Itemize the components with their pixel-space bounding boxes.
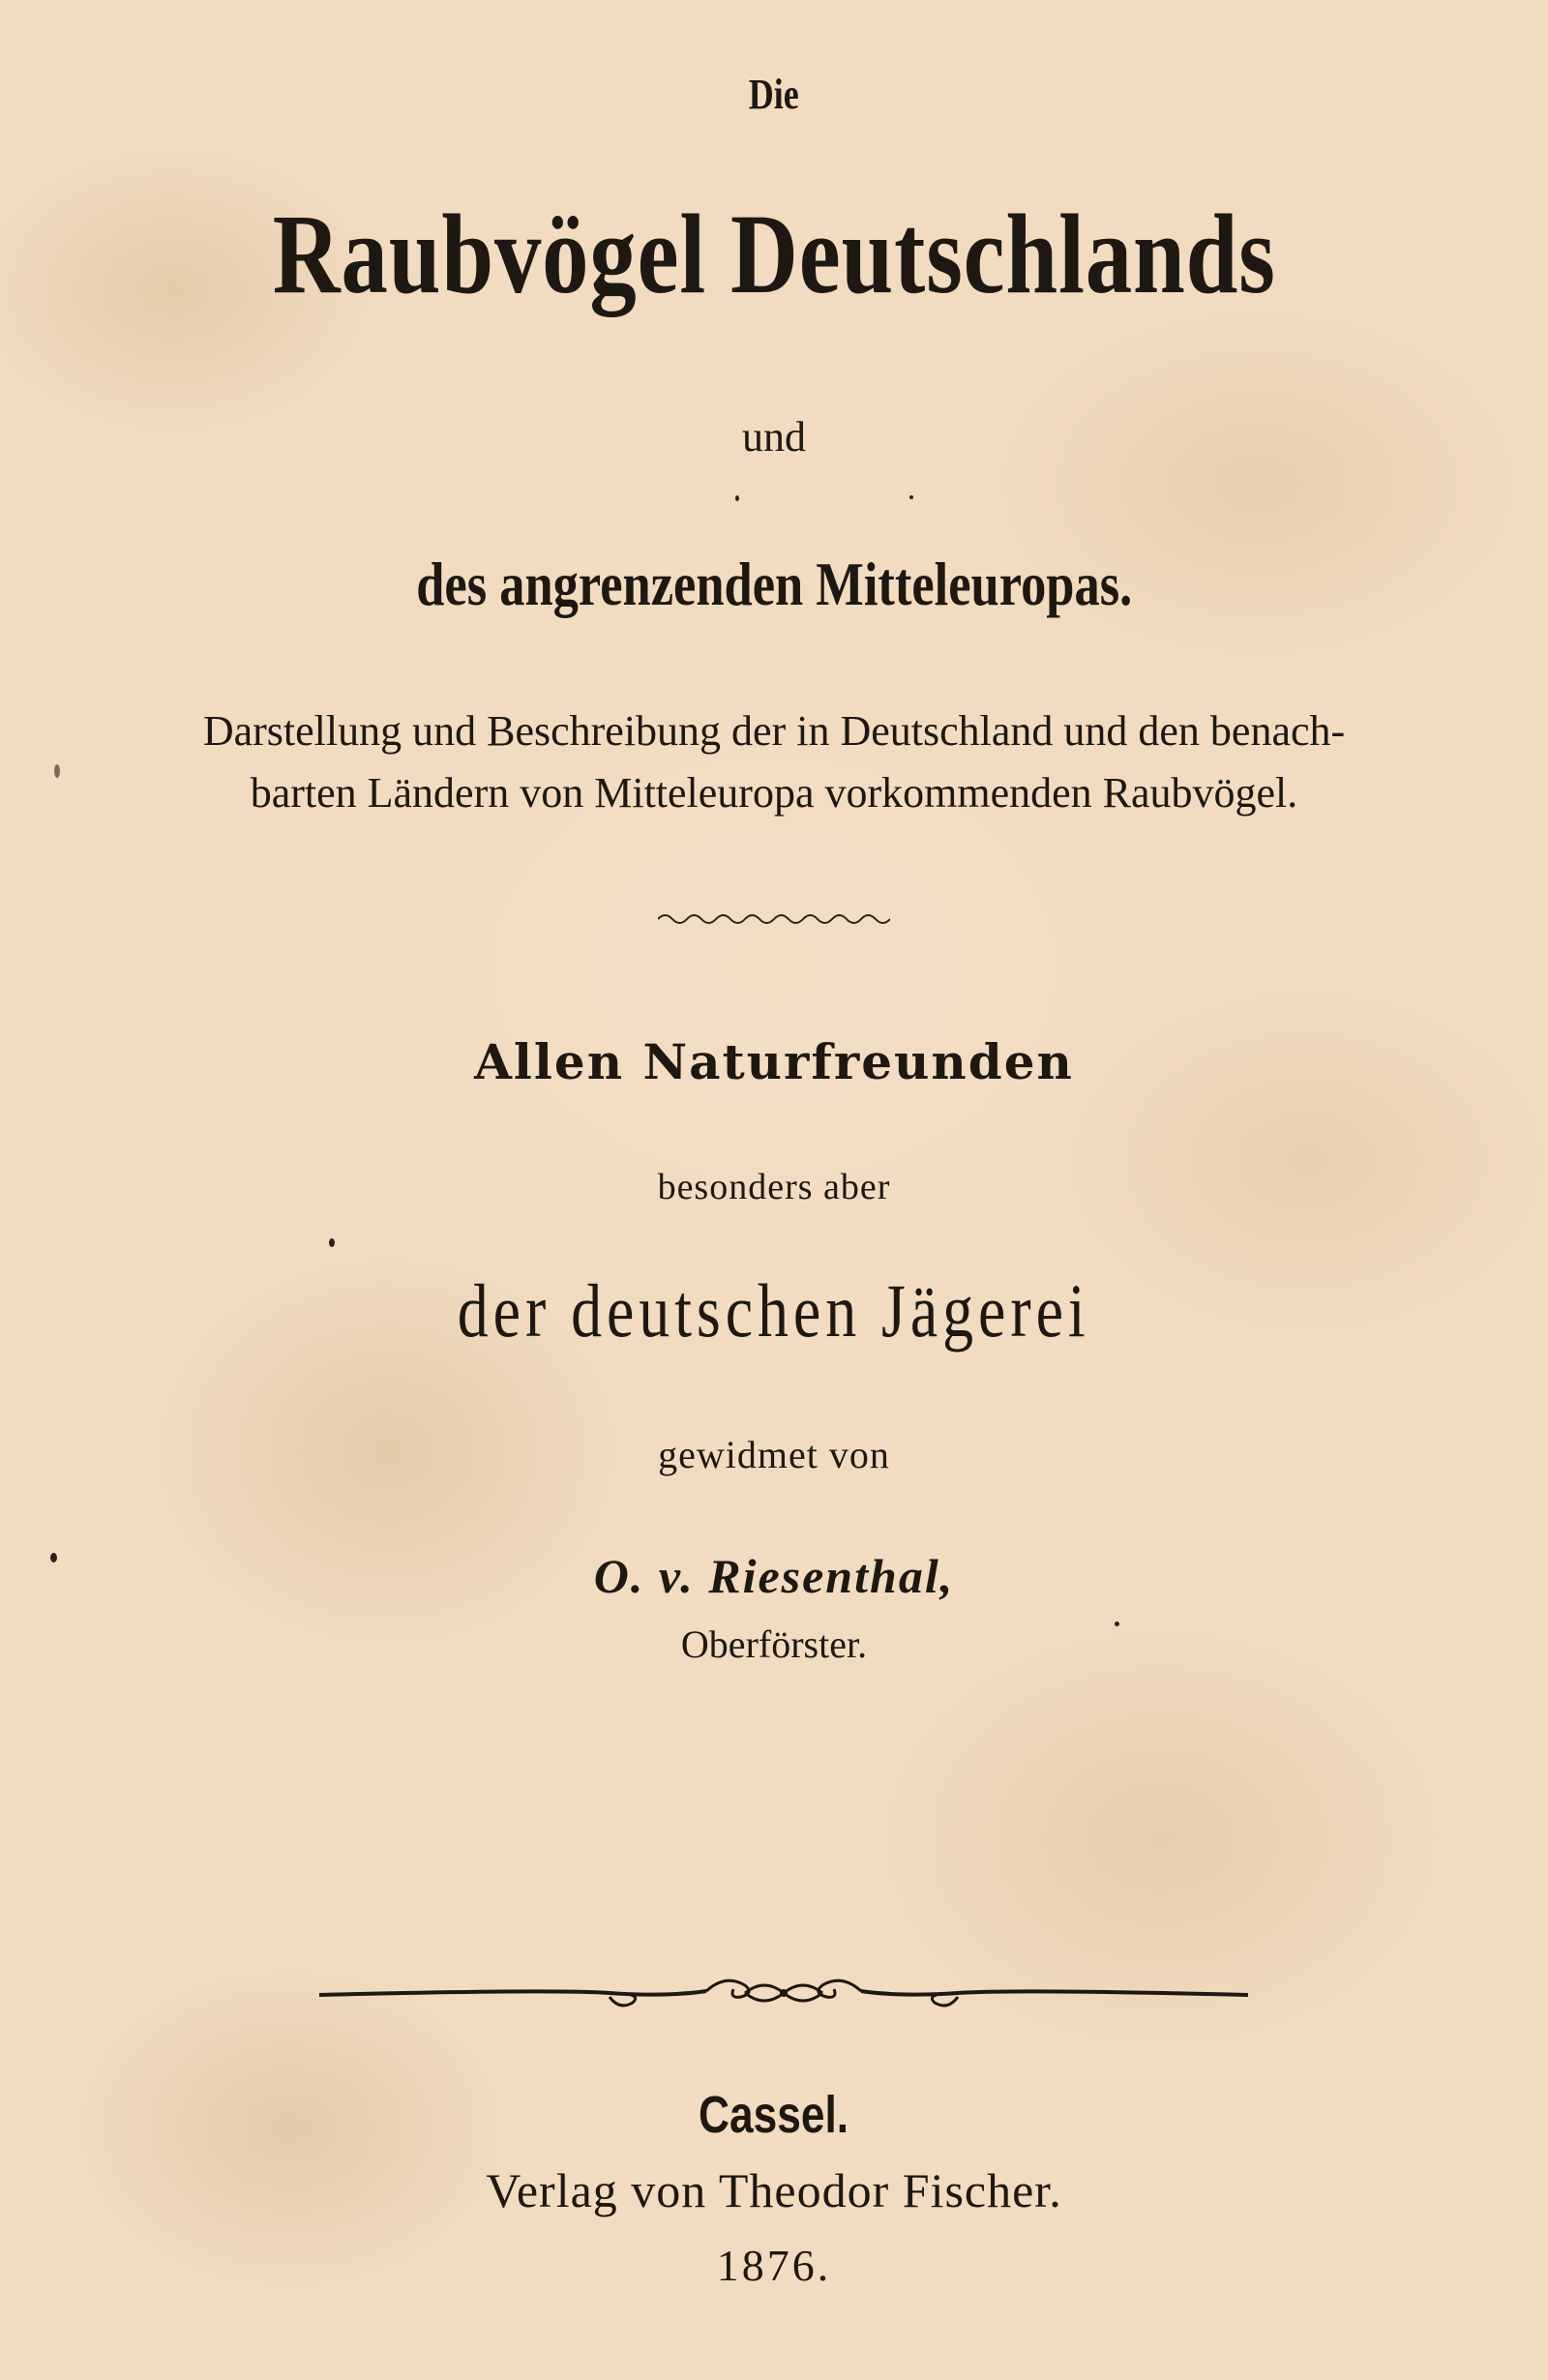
subtitle-text: des angrenzenden Mitteleuropas. — [415, 550, 1133, 618]
publication-place — [0, 2085, 1548, 2145]
publisher-text: Verlag von Theodor Fischer. — [486, 2163, 1062, 2217]
description-line-1-text: Darstellung und Beschreibung der in Deutschland und den benach- — [202, 707, 1346, 755]
ink-speck — [329, 1238, 335, 1247]
author-name — [0, 1548, 1548, 1604]
subtitle — [0, 549, 1548, 620]
description-line-2 — [0, 768, 1548, 818]
dedication-line-4 — [0, 1432, 1548, 1477]
dedication-heading — [0, 1033, 1548, 1090]
title-conjunction — [0, 412, 1548, 461]
dedication-line-4-text: gewidmet von — [658, 1433, 890, 1476]
description-line-2-text: barten Ländern von Mitteleuropa vorkommenden Raubvögel. — [250, 769, 1298, 817]
dedication-line-3 — [0, 1267, 1548, 1354]
ink-speck — [735, 495, 739, 501]
dedication-line-2 — [0, 1166, 1548, 1208]
dedication-line-2-text: besonders aber — [657, 1167, 891, 1207]
ink-speck — [909, 495, 913, 499]
description-line-1 — [0, 706, 1548, 756]
dedication-heading-text: Allen Naturfreunden — [474, 1033, 1074, 1090]
author-rank — [0, 1621, 1548, 1667]
publication-year — [0, 2240, 1548, 2291]
ornamental-rule — [319, 1964, 1248, 2022]
ink-speck — [54, 764, 60, 778]
main-title — [0, 189, 1548, 320]
title-article-text: Die — [748, 71, 800, 118]
wave-divider — [658, 909, 890, 929]
publication-year-text: 1876. — [716, 2241, 832, 2290]
main-title-text: Raubvögel Deutschlands — [272, 191, 1276, 317]
author-name-text: O. v. Riesenthal, — [593, 1549, 955, 1603]
ink-speck — [50, 1553, 57, 1562]
publication-place-text: Cassel. — [699, 2086, 849, 2144]
ink-speck — [1115, 1621, 1119, 1626]
title-conjunction-text: und — [742, 413, 806, 461]
author-rank-text: Oberförster. — [680, 1622, 868, 1666]
title-article — [0, 70, 1548, 119]
publisher — [0, 2162, 1548, 2218]
dedication-line-3-text: der deutschen Jägerei — [458, 1268, 1090, 1353]
